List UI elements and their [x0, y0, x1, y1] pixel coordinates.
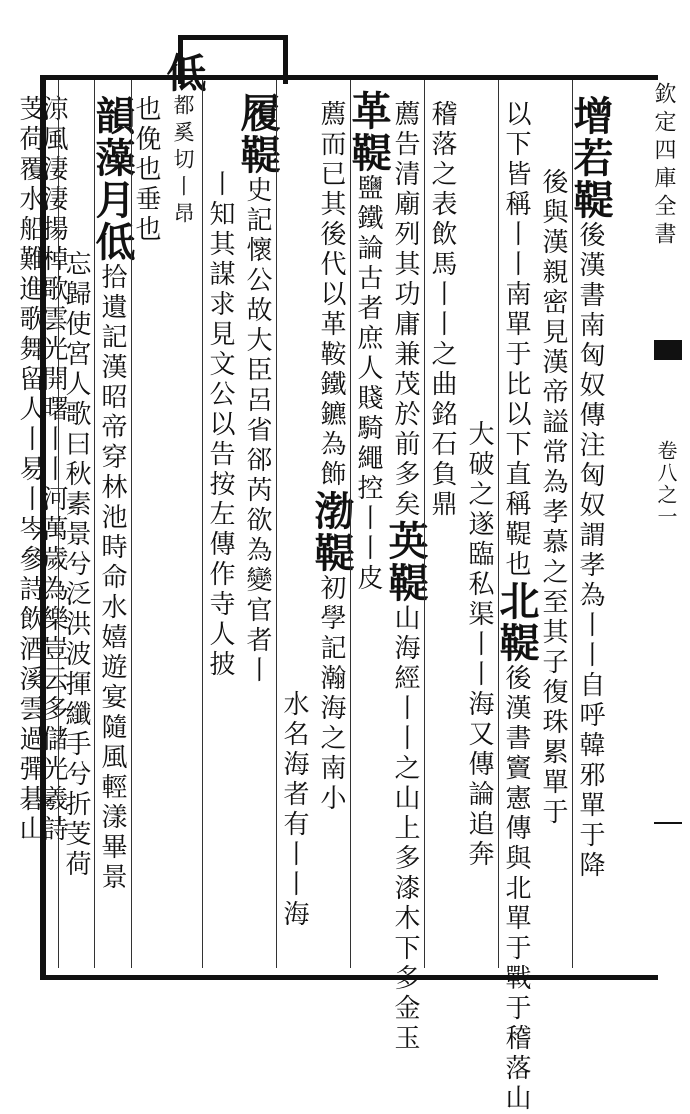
entry-text: 大破之遂臨私渠丨丨海又傳論追奔	[464, 420, 494, 870]
column-rule	[131, 80, 132, 968]
text-column	[493, 100, 540, 1114]
volume-label: 卷八之一	[654, 440, 678, 528]
text-column	[234, 92, 281, 686]
entry-headword: 英鞮	[382, 520, 429, 604]
entry-headword: 北鞮	[493, 580, 540, 664]
entry-text: 都奚切丨昂	[171, 94, 195, 229]
column-rule	[202, 80, 203, 968]
entry-text: 也俛也垂也	[131, 95, 161, 245]
fishtail-mark	[654, 340, 682, 360]
entry-text: 丨知其謀求見文公以告按左傳作寺人披	[205, 170, 235, 680]
entry-headword: 履鞮	[234, 92, 281, 176]
column-rule	[572, 80, 573, 968]
entry-headword: 渤鞮	[308, 490, 355, 574]
entry-text: 後與漢親密見漢帝謚常為孝慕之至其子復珠累單于	[538, 168, 568, 828]
column-rule	[350, 80, 351, 968]
entry-text: 忘歸使宮人歌曰秋素景兮泛洪波揮纖手兮折芰荷	[61, 250, 91, 880]
entry-text: 以下皆稱丨丨南單于比以下直稱鞮也	[501, 100, 531, 580]
entry-text: 鹽鐵論古者庶人賤騎繩控丨丨皮	[353, 174, 383, 594]
entry-text: 稽落之表飲馬丨丨之曲銘石負鼎	[427, 100, 457, 520]
entry-text: 薦告清廟列其功庸兼茂於前多矣	[390, 100, 420, 520]
entry-headword: 低	[160, 52, 207, 94]
column-rule	[424, 80, 425, 968]
entry-text: 薦而已其後代以革鞍鐵鑣為飾	[316, 100, 346, 490]
entry-text: 後漢書竇憲傳與北單于戰于稽落山	[501, 664, 531, 1114]
text-column	[308, 100, 355, 814]
text-column	[12, 95, 48, 845]
text-column	[424, 100, 460, 520]
margin-rule	[654, 822, 682, 824]
entry-text: 史記懷公故大臣呂省郤芮欲為變官者丨	[242, 176, 272, 686]
text-column	[535, 168, 571, 828]
column-rule	[498, 80, 499, 968]
entry-text: 後漢書南匈奴傳注匈奴謂孝為丨丨自呼韓邪單于降	[575, 221, 605, 881]
text-column	[202, 170, 238, 680]
column-rule	[94, 80, 95, 968]
column-rule	[276, 80, 277, 968]
entry-headword: 增若鞮	[567, 95, 614, 221]
entry-text: 芰荷覆水船難進歌舞留人丨易丨岑參詩飲酒溪雲過彈碁山	[15, 95, 45, 845]
entry-headword: 革鞮	[345, 90, 392, 174]
text-column	[89, 95, 136, 893]
book-title: 欽定四庫全書	[651, 82, 676, 250]
text-column	[567, 95, 614, 881]
entry-text: 涼風淒淒揚棹歌雲光開曙丨丨河萬歲為樂豈云多儲光羲詩	[38, 95, 68, 845]
entry-text: 山海經丨丨之山上多漆木下多金玉	[390, 604, 420, 1054]
column-rule	[58, 80, 59, 968]
entry-text: 初學記瀚海之南小	[316, 574, 346, 814]
entry-headword: 韻藻月低	[89, 95, 136, 263]
text-column	[160, 52, 207, 229]
text-column	[276, 690, 312, 930]
entry-text: 拾遺記漢昭帝穿林池時命水嬉遊宴隨風輕漾畢景	[97, 263, 127, 893]
text-column	[382, 100, 429, 1054]
text-column	[461, 420, 497, 870]
text-column	[345, 90, 392, 594]
entry-text: 水名海者有丨丨海	[279, 690, 309, 930]
